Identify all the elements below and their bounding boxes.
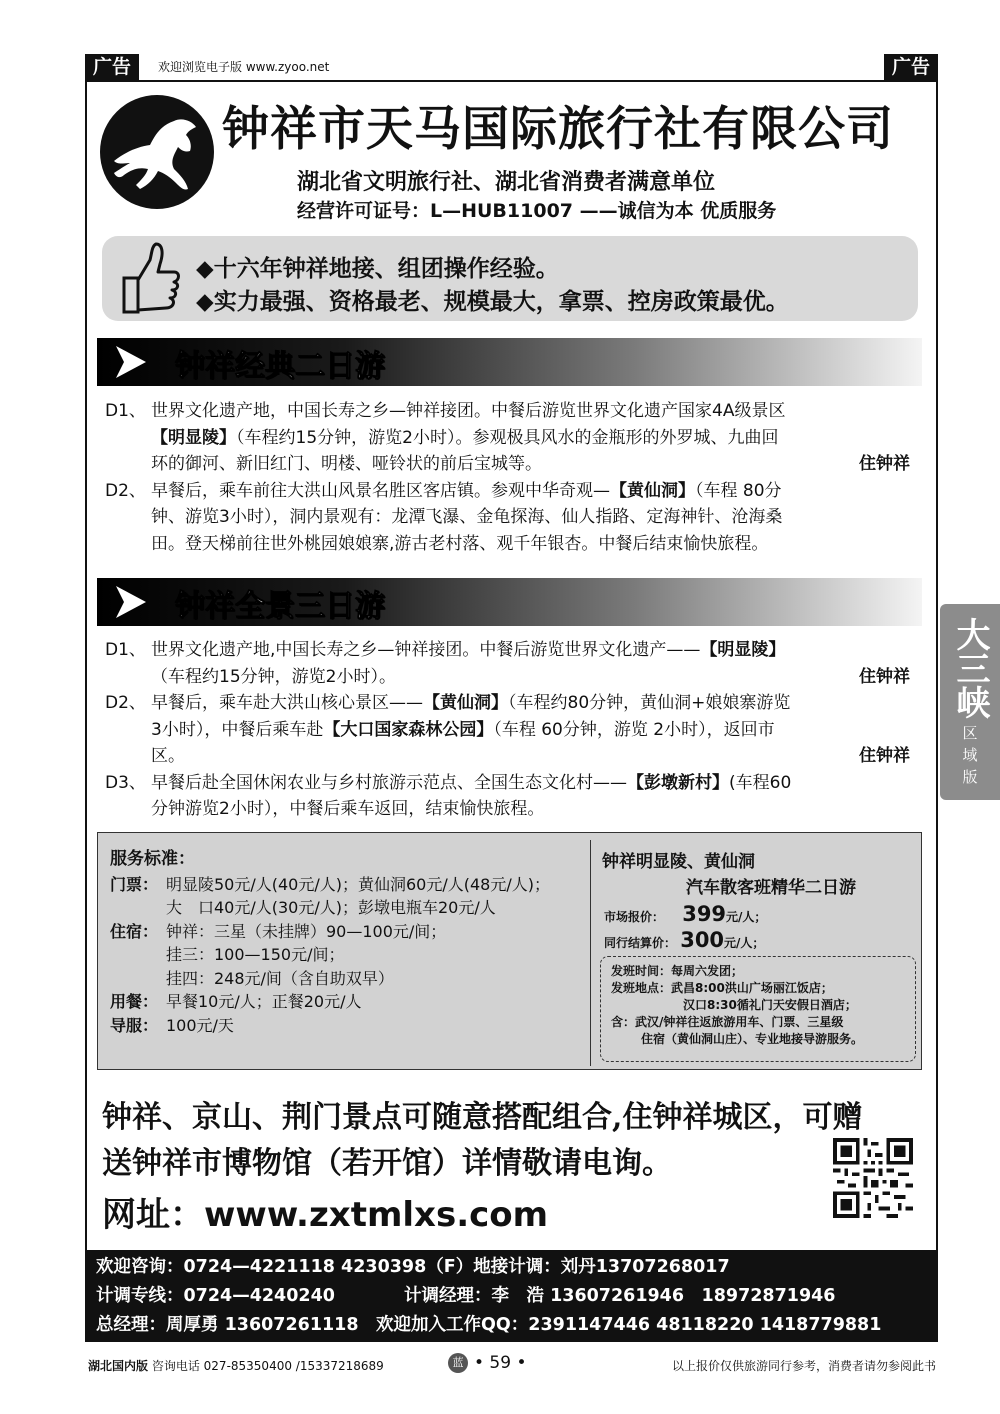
text: 早餐后，乘车赴大洪山核心景区——: [151, 693, 423, 713]
service-divider: [590, 840, 591, 1066]
license-number: 经营许可证号：L—HUB11007 ——诚信为本 优质服务: [297, 200, 777, 222]
arrow-icon: [112, 584, 148, 620]
market-label: 市场报价：: [604, 910, 665, 924]
text: 大 口40元/人(30元/人)；彭墩电瓶车20元/人: [166, 898, 496, 917]
peer-price-row: [604, 928, 764, 952]
text: 早餐后赴全国休闲农业与乡村旅游示范点、全国生态文化村——: [151, 772, 627, 793]
text: • 59 •: [474, 1353, 527, 1373]
contact-row3: [96, 1311, 936, 1340]
peer-price: 300: [680, 928, 725, 952]
ad-tag-left: 广告: [85, 54, 139, 80]
tickets-1: 明显陵50元/人(40元/人)；黄仙洞60元/人(48元/人)；: [166, 874, 550, 894]
stay-label: 住钟祥: [859, 666, 910, 687]
spot-name: 【大口国家森林公园】: [323, 719, 494, 740]
tour3-d3-line2: 分钟游览2小时），中餐后乘车返回，结束愉快旅程。: [151, 799, 545, 819]
tour2-itinerary: [105, 398, 910, 557]
text: 计调专线：0724—4240240: [96, 1286, 335, 1306]
bus-tour-line2: 汽车散客班精华二日游: [686, 878, 856, 898]
tour2-day2: [105, 478, 910, 558]
lodging-2: [110, 943, 550, 967]
guide: 100元/天: [166, 1015, 234, 1035]
peer-label: 同行结算价：: [604, 936, 677, 950]
bus-tour-line1: 钟祥明显陵、黄仙洞: [602, 852, 755, 872]
text: 计调经理：李 浩 13607261946 18972871946: [404, 1286, 836, 1306]
spot-name: 【彭墩新村】: [627, 772, 729, 793]
tour3-day1: [105, 637, 910, 690]
page-badge-icon: 蓝: [448, 1353, 468, 1373]
qr-code-icon: [833, 1138, 913, 1218]
thumbs-up-icon: [118, 240, 182, 316]
meals-label: 用餐：: [110, 992, 159, 1011]
tour2-d1-line3: [151, 451, 910, 478]
tour3-d3-line1: [151, 770, 910, 797]
text: （车程约15分钟，游览2小时）。参观极具风水的金瓶形的外罗城、九曲回: [236, 427, 779, 448]
side-tab-sub1: 区: [962, 724, 978, 742]
spot-name: 【明显陵】: [151, 427, 236, 448]
side-tab-sub2: 域: [962, 746, 978, 764]
tour3-d1-line2: [151, 664, 910, 691]
company-name: 钟祥市天马国际旅行社有限公司: [222, 102, 894, 157]
peer-unit: 元/人；: [724, 936, 765, 950]
text: 3小时），中餐后乘车赴: [151, 719, 324, 740]
depart-time-row: [611, 963, 915, 980]
spot-name: 【黄仙洞】: [423, 693, 508, 713]
market-unit: 元/人；: [726, 910, 767, 924]
lodging-label: 住宿：: [110, 921, 159, 941]
text: 世界文化遗产地,中国长寿之乡—钟祥接团。中餐后游览世界文化遗产——: [151, 640, 701, 660]
footer-phone: 咨询电话 027-85350400 /15337218689: [151, 1359, 384, 1373]
side-edition-tab: [940, 604, 1000, 800]
guide-row: [110, 1014, 550, 1038]
depart-place-row: [611, 980, 915, 997]
text: 挂四：248元/间（含自助双早）: [166, 968, 394, 988]
website-link[interactable]: 网址：www.zxtmlxs.com: [102, 1195, 549, 1235]
day-label: D1、: [105, 640, 146, 660]
tickets-label: 门票：: [110, 874, 159, 894]
meals-row: [110, 990, 550, 1014]
meals: 早餐10元/人；正餐20元/人: [166, 992, 362, 1011]
page-number: [448, 1353, 527, 1373]
contact-row1: [96, 1253, 936, 1282]
depart-time: 每周六发团；: [671, 964, 744, 978]
service-standards: [110, 848, 550, 1037]
text: （车程 60分钟，游览 2小时），返回市: [493, 719, 775, 740]
text: 欢迎咨询：0724—4221118 4230398（F）地接计调：刘丹13707268017: [96, 1257, 730, 1277]
text: 环的御河、新旧红门、明楼、哑铃状的前后宝城等。: [151, 454, 542, 474]
market-price: 399: [682, 902, 727, 926]
text: (车程60: [729, 772, 792, 793]
company-honors: 湖北省文明旅行社、湖北省消费者满意单位: [297, 170, 716, 195]
lodging-row: [110, 920, 550, 944]
contact-bar: [87, 1250, 936, 1342]
highlight-2: ◆实力最强、资格最老、规模最大，拿票、控房政策最优。: [196, 289, 789, 315]
market-price-row: [604, 902, 766, 926]
day-label: D2、: [105, 693, 146, 713]
tour2-title: 钟祥经典二日游: [175, 349, 385, 384]
spot-name: 【黄仙洞】: [610, 480, 695, 501]
depart-place-1: 武昌8:00洪山广场丽江饭店；: [671, 981, 833, 995]
text: （车程约15分钟，游览2小时）。: [151, 666, 396, 687]
ad-tag-right: 广告: [884, 54, 938, 80]
tour3-day3: [105, 770, 910, 823]
side-tab-title: 大三峡: [950, 617, 990, 719]
includes-2: [611, 1031, 915, 1048]
day-label: D1、: [105, 401, 146, 421]
tour2-d1-line1: 世界文化遗产地，中国长寿之乡—钟祥接团。中餐后游览世界文化遗产国家4A级景区: [151, 401, 786, 421]
text: （车程约80分钟，黄仙洞+娘娘寨游览: [508, 693, 791, 713]
tour2-d2-line2: 钟、游览3小时），洞内景观有：龙潭飞瀑、金龟探海、仙人指路、定海神针、沧海桑: [151, 507, 783, 527]
text: 住宿（黄仙洞山庄）、专业地接导游服务。: [641, 1032, 864, 1046]
includes-row: [611, 1014, 915, 1031]
day-label: D3、: [105, 772, 146, 793]
edition-label: 湖北国内版: [88, 1359, 149, 1373]
tour2-d2-line3: 田。登天梯前往世外桃园娘娘寨,游古老村落、观千年银杏。中餐后结束愉快旅程。: [151, 533, 769, 554]
text: 汉口8:30循礼门天安假日酒店；: [683, 998, 857, 1012]
tour2-day1: [105, 398, 910, 478]
tour3-d2-line3: [151, 743, 910, 770]
lodging-1: 钟祥：三星（未挂牌）90—100元/间；: [166, 921, 447, 941]
depart-place-2: [611, 997, 915, 1014]
text: 挂三：100—150元/间；: [166, 945, 345, 964]
spot-name: 【明显陵】: [700, 640, 786, 660]
guide-label: 导服：: [110, 1015, 159, 1035]
contact-row2: [96, 1282, 936, 1311]
tour2-d1-line2: [151, 425, 910, 452]
promo-line1: 钟祥、京山、荆门景点可随意搭配组合,住钟祥城区，可赠: [102, 1100, 863, 1135]
day-label: D2、: [105, 480, 146, 501]
footer-disclaimer: 以上报价仅供旅游同行参考，消费者请勿参阅此书: [671, 1359, 936, 1373]
arrow-icon: [112, 344, 148, 380]
tickets-row: [110, 873, 550, 897]
tour2-d2-line1: [151, 478, 910, 505]
horse-logo-icon: [100, 95, 214, 209]
side-tab-sub3: 版: [962, 768, 978, 786]
footer-left: [88, 1357, 384, 1374]
lodging-3: [110, 967, 550, 991]
tour3-day2: [105, 690, 910, 770]
includes-label: 含：: [611, 1015, 636, 1029]
tour3-title: 钟祥全景三日游: [175, 589, 385, 624]
text: 区。: [151, 746, 185, 766]
highlight-1: ◆十六年钟祥地接、组团操作经验。: [196, 256, 559, 282]
departure-box: [600, 956, 916, 1062]
stay-label: 住钟祥: [859, 454, 910, 474]
promo-line2: 送钟祥市博物馆（若开馆）详情敬请电询。: [102, 1146, 672, 1181]
text: 总经理：周厚勇 13607261118 欢迎加入工作QQ：2391147446 48118220 1418779881: [96, 1315, 882, 1335]
includes-1: 武汉/钟祥往返旅游用车、门票、三星级: [635, 1015, 844, 1029]
service-title: 服务标准：: [110, 849, 195, 869]
tickets-2: [110, 896, 550, 920]
depart-time-label: 发班时间：: [611, 964, 672, 978]
text: （车程 80分: [695, 480, 782, 501]
tour3-d2-line2: [151, 717, 910, 744]
top-url-text: 欢迎浏览电子版 www.zyoo.net: [158, 60, 330, 74]
stay-label: 住钟祥: [859, 746, 910, 766]
text: 早餐后，乘车前往大洪山风景名胜区客店镇。参观中华奇观—: [151, 480, 610, 501]
tour3-d1-line1: [151, 637, 910, 664]
tour3-itinerary: [105, 637, 910, 823]
depart-place-label: 发班地点：: [611, 981, 672, 995]
tour3-d2-line1: [151, 690, 910, 717]
